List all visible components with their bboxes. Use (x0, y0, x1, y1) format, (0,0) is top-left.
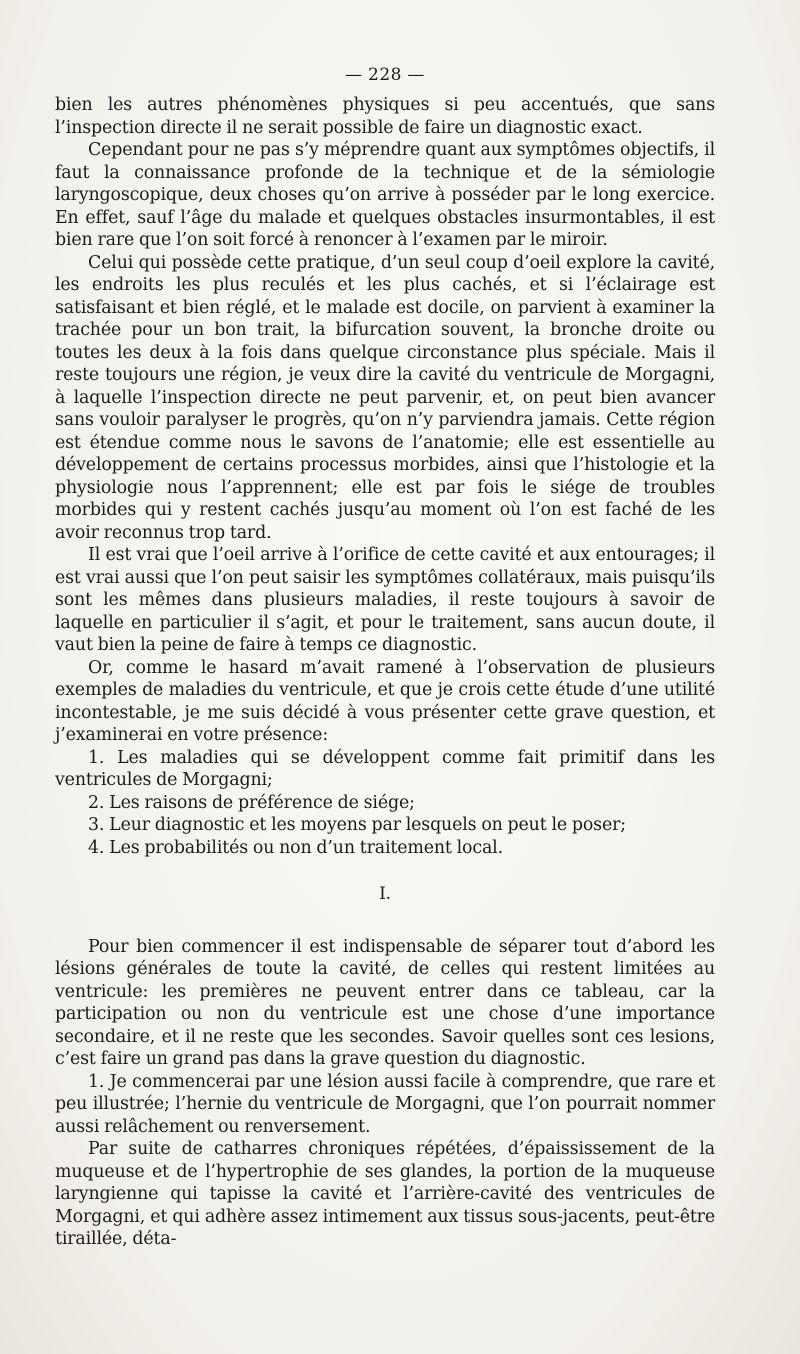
paragraph: bien les autres phénomènes physiques si peu accentués, que sans l’inspection directe il ne serait possible de faire un diagnostic exact. (55, 95, 715, 138)
list-item: 4. Les probabilités ou non d’un traitement local. (88, 837, 503, 858)
section-heading: I. (379, 884, 391, 904)
paragraph: Celui qui possède cette pratique, d’un seul coup d’oeil explore la cavité, les endroits les plus reculés et les plus cachés, et si l’éclairage est satisfaisant et bien réglé, et le malade est docile, on parvient à examiner la trachée pour un bon trait, la bifurcation souvent, la bronche droite ou toutes les deux à la fois dans quelque circonstance plus spéciale. Mais il reste toujours une région, je veux dire la cavité du ventricule de Morgagni, à laquelle l’inspection directe ne peut parvenir, et, on peut bien avancer sans vouloir paralyser le progrès, qu’on n’y parviendra jamais. Cette région est étendue comme nous le savons de l’anatomie; elle est essentielle au développement de certains processus morbides, ainsi que l’histologie et la physiologie nous l’apprennent; elle est par fois le siége de troubles morbides qui y restent cachés jusqu’au moment où l’on est faché de les avoir reconnus trop tard. (55, 252, 715, 543)
paragraph: Or, comme le hasard m’avait ramené à l’observation de plusieurs exemples de maladies du ventricule, et que je crois cette étude d’une utilité incontestable, je me suis décidé à vous présenter cette grave question, et j’examinerai en votre présence: (55, 657, 715, 745)
list-item: 2. Les raisons de préférence de siége; (88, 792, 415, 813)
text-block (55, 64, 715, 1251)
paragraph: 1. Je commencerai par une lésion aussi facile à comprendre, que rare et peu illustrée; l’hernie du ventricule de Morgagni, que l’on pourrait nommer aussi relâchement ou renversement. (55, 1071, 715, 1137)
paragraph: Pour bien commencer il est indispensable de séparer tout d’abord les lésions générales de toute la cavité, de celles qui restent limitées au ventricule: les premières ne peuvent entrer dans ce tableau, car la participation ou non du ventricule est une chose d’une importance secondaire, et il ne reste que les secondes. Savoir quelles sont ces lesions, c’est faire un grand pas dans la grave question du diagnostic. (55, 936, 715, 1069)
list-item: 1. Les maladies qui se développent comme fait primitif dans les ventricules de Morgagni; (55, 747, 715, 790)
paragraph: Cependant pour ne pas s’y méprendre quant aux symptômes objectifs, il faut la connaissance profonde de la technique et de la sémiologie laryngoscopique, deux choses qu’on arrive à posséder par le long exercice. En effet, sauf l’âge du malade et quelques obstacles insurmontables, il est bien rare que l’on soit forcé à renoncer à l’examen par le miroir. (55, 140, 715, 250)
list-item: 3. Leur diagnostic et les moyens par lesquels on peut le poser; (88, 815, 626, 835)
paragraph: Il est vrai que l’oeil arrive à l’orifice de cette cavité et aux entourages; il est vrai aussi que l’on peut saisir les symptômes collatéraux, mais puisqu’ils sont les mêmes dans plusieurs maladies, il reste toujours à savoir de laquelle en particulier il s’agit, et pour le traitement, sans aucun doute, il vaut bien la peine de faire à temps ce diagnostic. (55, 545, 715, 655)
page-number: — 228 — (345, 65, 425, 85)
paragraph: Par suite de catharres chroniques répétées, d’épaississement de la muqueuse et de l’hypertrophie de ses glandes, la portion de la muqueuse laryngienne qui tapisse la cavité et l’arrière-cavité des ventricules de Morgagni, et qui adhère assez intimement aux tissus sous-jacents, peut-être tiraillée, déta- (55, 1139, 715, 1249)
